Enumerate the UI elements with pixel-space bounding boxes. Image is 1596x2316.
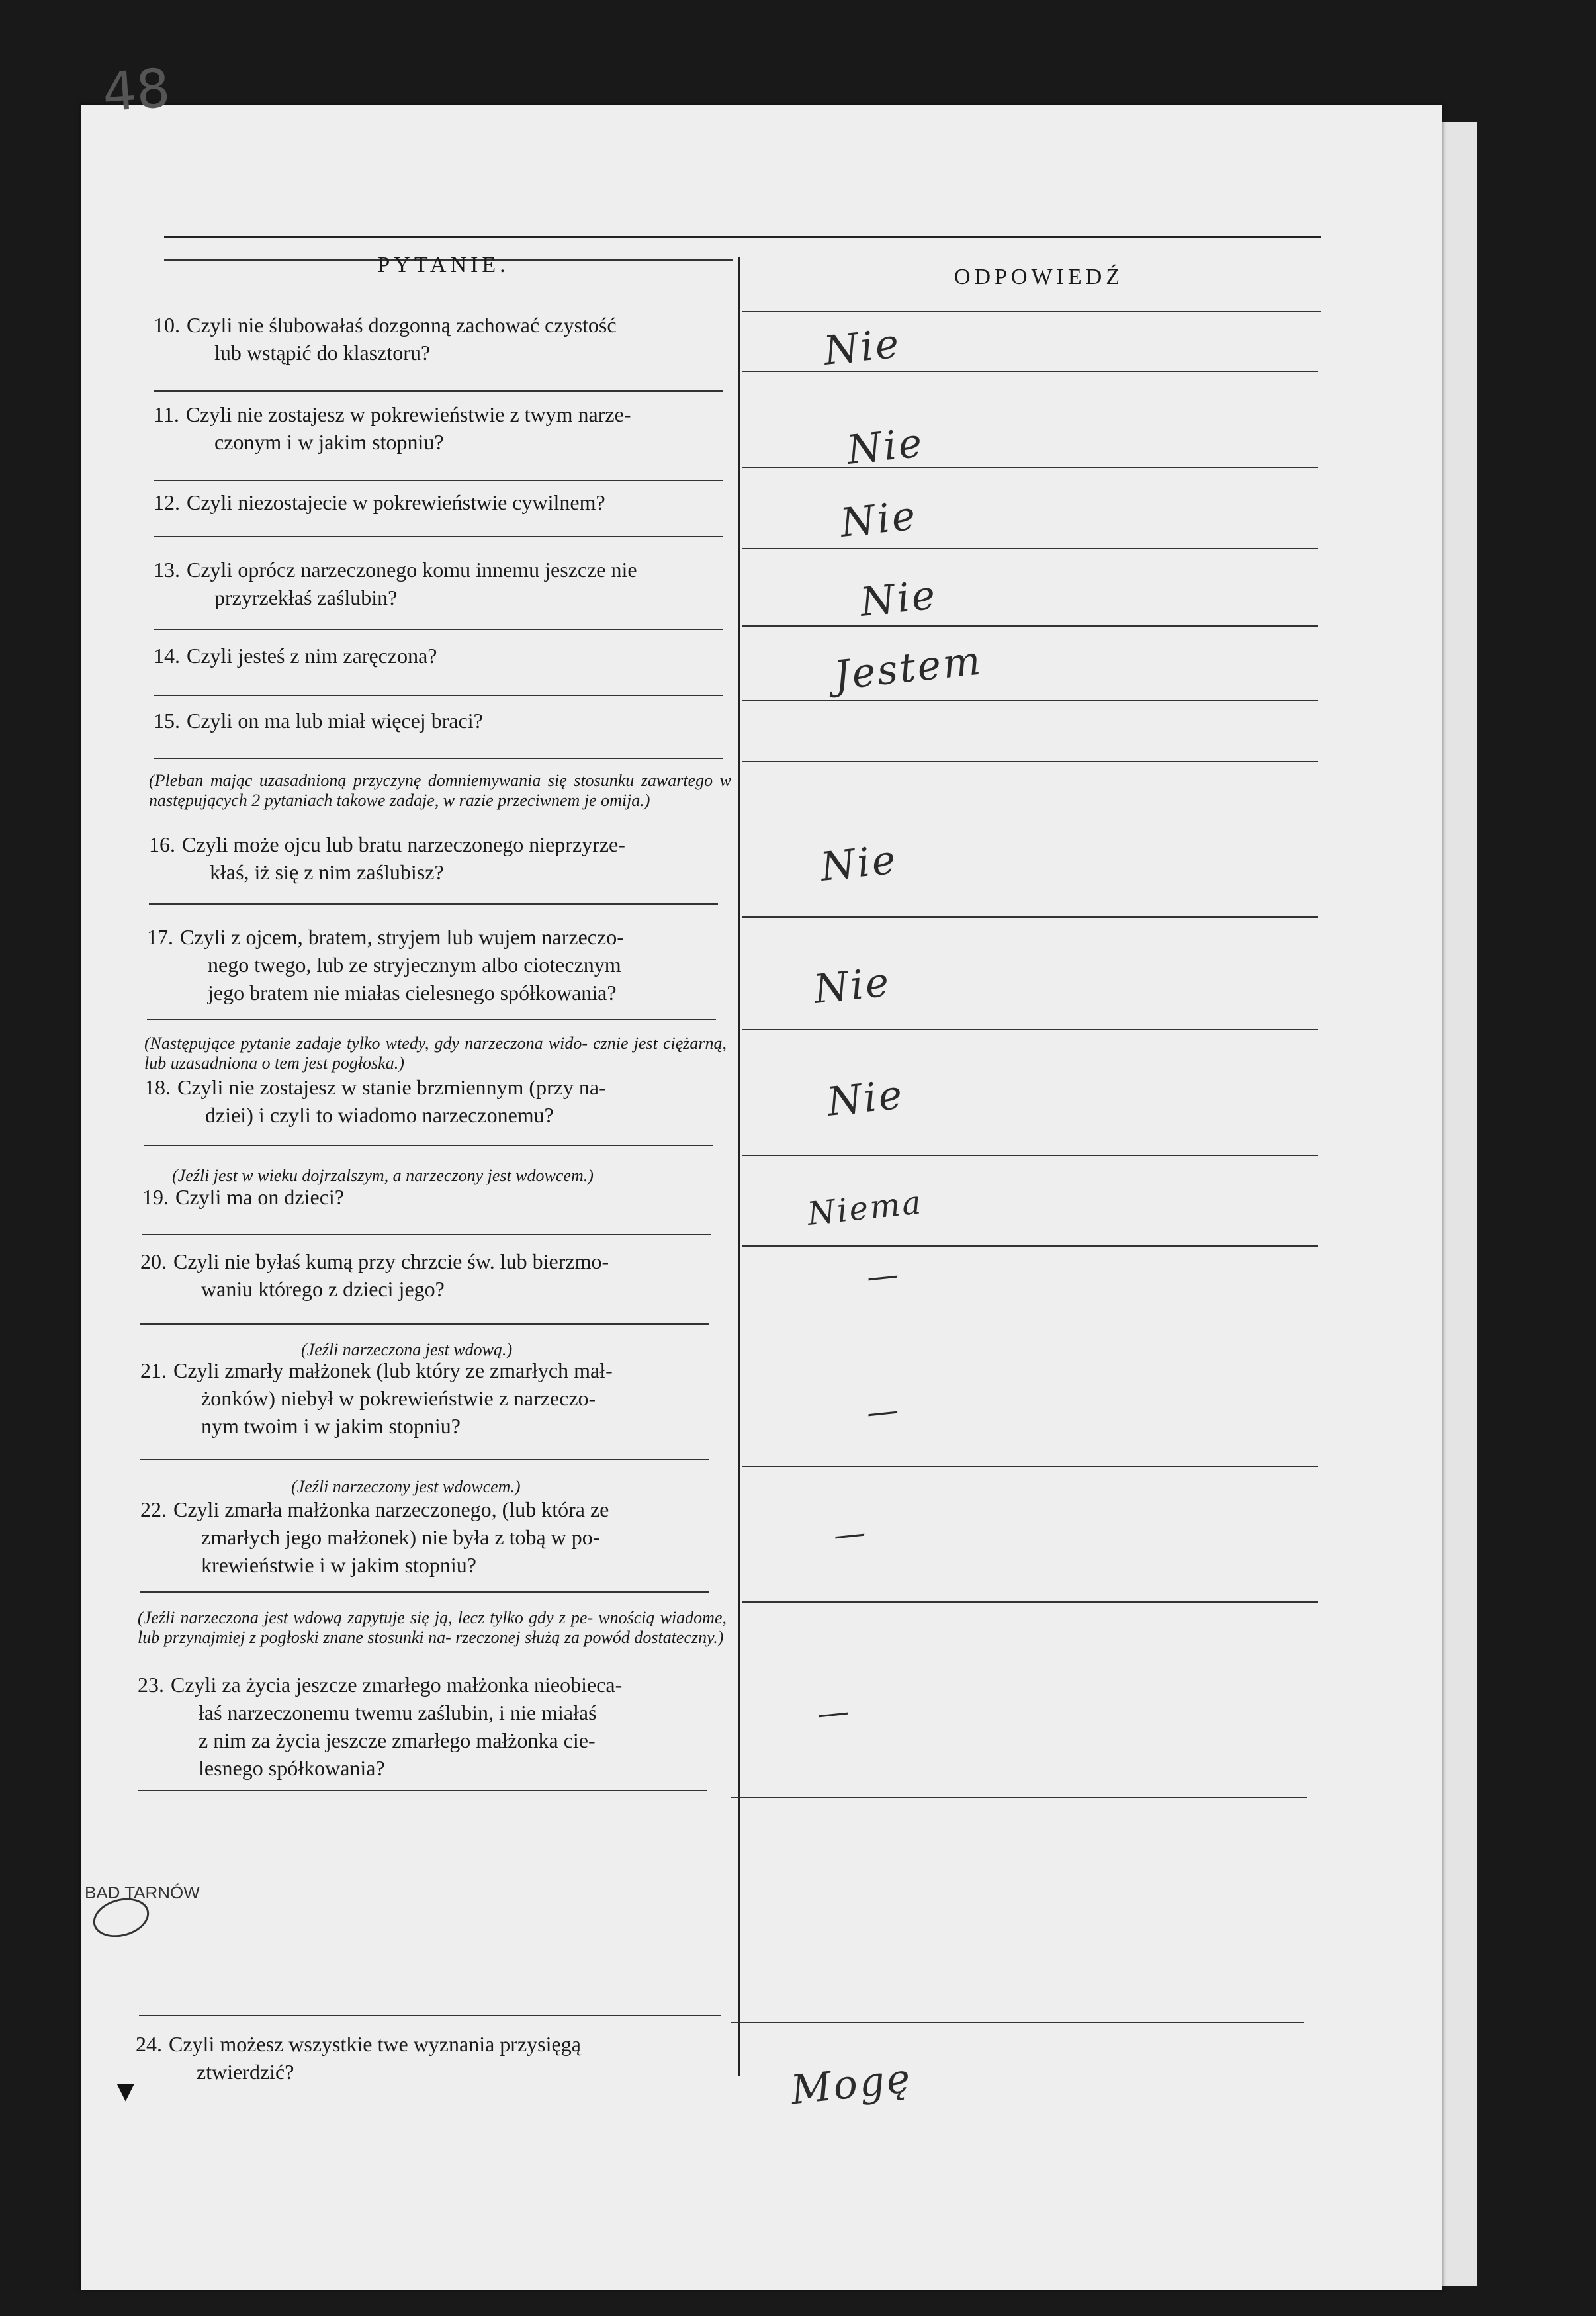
answer-17: Nie bbox=[811, 959, 893, 1013]
answer-divider bbox=[742, 1155, 1318, 1156]
answer-16: Nie bbox=[818, 836, 900, 891]
answer-19: Niema bbox=[805, 1184, 925, 1233]
archive-stamp-text: BAD TARNÓW bbox=[85, 1883, 200, 1902]
question-19: 19. Czyli ma on dzieci? bbox=[142, 1185, 345, 1209]
question-13: 13. Czyli oprócz narzeczonego komu innemu jeszcze nie przyrzekłaś zaślubin? bbox=[154, 558, 637, 609]
note-16: (Pleban mając uzasadnioną przyczynę domniemywania się stosunku zawartego w następujących 2 pytaniach takowe zadaje, w razie przeciwnem je omija.) bbox=[149, 771, 731, 810]
question-11: 11. Czyli nie zostajesz w pokrewieństwie z twym narze- czonym i w jakim stopniu? bbox=[154, 402, 631, 454]
divider bbox=[154, 629, 723, 630]
question-24: 24. Czyli możesz wszystkie twe wyznania przysięgą ztwierdzić? bbox=[136, 2032, 581, 2084]
question-column-header: PYTANIE. bbox=[377, 253, 510, 277]
header-rule-right bbox=[742, 311, 1321, 312]
answer-divider bbox=[742, 548, 1318, 549]
answer-divider bbox=[742, 371, 1318, 372]
answer-divider bbox=[742, 916, 1318, 918]
divider bbox=[140, 1591, 709, 1593]
answer-22: — bbox=[832, 1513, 869, 1554]
top-rule bbox=[164, 236, 1321, 238]
answer-13: Nie bbox=[858, 572, 940, 626]
divider bbox=[147, 1019, 716, 1020]
question-18: 18. Czyli nie zostajesz w stanie brzmiennym (przy na- dziei) i czyli to wiadomo narzeczonemu? bbox=[144, 1075, 606, 1127]
answer-divider bbox=[742, 1601, 1318, 1603]
answer-10: Nie bbox=[821, 320, 903, 375]
answer-divider bbox=[742, 625, 1318, 627]
answer-divider bbox=[742, 1245, 1318, 1247]
note-21: (Jeźli narzeczona jest wdową.) bbox=[301, 1340, 513, 1359]
divider bbox=[154, 480, 723, 481]
question-22: 22. Czyli zmarła małżonka narzeczonego, (lub która ze zmarłych jego małżonek) nie była z tobą w po- krewieństwie i w jakim stopniu? bbox=[140, 1497, 609, 1577]
note-22: (Jeźli narzeczony jest wdowcem.) bbox=[291, 1477, 521, 1496]
question-17: 17. Czyli z ojcem, bratem, stryjem lub wujem narzeczo- nego twego, lub ze stryjecznym albo ciotecznym jego bratem nie miałas cielesnego spółkowania? bbox=[147, 925, 624, 1004]
answer-12: Nie bbox=[838, 492, 920, 547]
answer-divider bbox=[742, 700, 1318, 701]
note-18: (Następujące pytanie zadaje tylko wtedy, gdy narzeczona wido- cznie jest ciężarną, lub uzasadniona o tem jest pogłoska.) bbox=[144, 1034, 727, 1073]
divider bbox=[144, 1145, 713, 1146]
column-divider bbox=[738, 257, 740, 2076]
question-16: 16. Czyli może ojcu lub bratu narzeczonego nieprzyrze- kłaś, iż się z nim zaślubisz? bbox=[149, 832, 625, 884]
question-23: 23. Czyli za życia jeszcze zmarłego małżonka nieobieca- łaś narzeczonemu twemu zaślubin, i nie miałaś z nim za życia jeszcze zmarłego małżonka cie- lesnego spółkowania? bbox=[138, 1673, 623, 1780]
answer-24: Mogę bbox=[788, 2055, 914, 2114]
answer-column-header: ODPOWIEDŹ bbox=[953, 265, 1124, 289]
answer-divider bbox=[731, 1797, 1307, 1798]
question-15: 15. Czyli on ma lub miał więcej braci? bbox=[154, 709, 483, 733]
question-21: 21. Czyli zmarły małżonek (lub który ze zmarłych mał- żonków) niebył w pokrewieństwie z narzeczo- nym twoim i w jakim stopniu? bbox=[140, 1358, 613, 1438]
answer-21: — bbox=[865, 1391, 903, 1432]
answer-23: — bbox=[815, 1692, 853, 1733]
answer-divider bbox=[742, 761, 1318, 762]
answer-divider bbox=[742, 1466, 1318, 1467]
question-20: 20. Czyli nie byłaś kumą przy chrzcie św. lub bierzmo- waniu którego z dzieci jego? bbox=[140, 1249, 609, 1301]
divider bbox=[142, 1234, 711, 1235]
note-19: (Jeźli jest w wieku dojrzalszym, a narzeczony jest wdowcem.) bbox=[172, 1166, 594, 1185]
question-12: 12. Czyli niezostajecie w pokrewieństwie cywilnem? bbox=[154, 490, 605, 514]
answer-divider bbox=[731, 2022, 1304, 2023]
note-23: (Jeźli narzeczona jest wdową zapytuje się ją, lecz tylko gdy z pe- wnością wiadome, lub przynajmiej z pogłoski znane stosunki na- rzeczonej służą za powód dostateczny.) bbox=[138, 1608, 727, 1647]
divider bbox=[154, 390, 723, 392]
answer-divider bbox=[742, 1029, 1318, 1030]
answer-20: — bbox=[865, 1255, 903, 1296]
answer-divider bbox=[742, 467, 1318, 468]
divider bbox=[140, 1323, 709, 1325]
page-number: 48 bbox=[100, 57, 172, 124]
question-10: 10. Czyli nie ślubowałaś dozgonną zachować czystość lub wstąpić do klasztoru? bbox=[154, 313, 617, 365]
divider bbox=[140, 1459, 709, 1460]
answer-18: Nie bbox=[824, 1071, 907, 1126]
divider bbox=[154, 536, 723, 537]
divider bbox=[154, 758, 723, 759]
divider bbox=[149, 903, 718, 905]
answer-11: Nie bbox=[844, 420, 926, 474]
question-14: 14. Czyli jesteś z nim zaręczona? bbox=[154, 644, 437, 668]
divider bbox=[138, 1790, 707, 1791]
divider bbox=[154, 695, 723, 696]
divider bbox=[139, 2015, 721, 2016]
answer-14: Jestem bbox=[831, 637, 985, 699]
corner-mark: ▼ bbox=[111, 2075, 140, 2108]
